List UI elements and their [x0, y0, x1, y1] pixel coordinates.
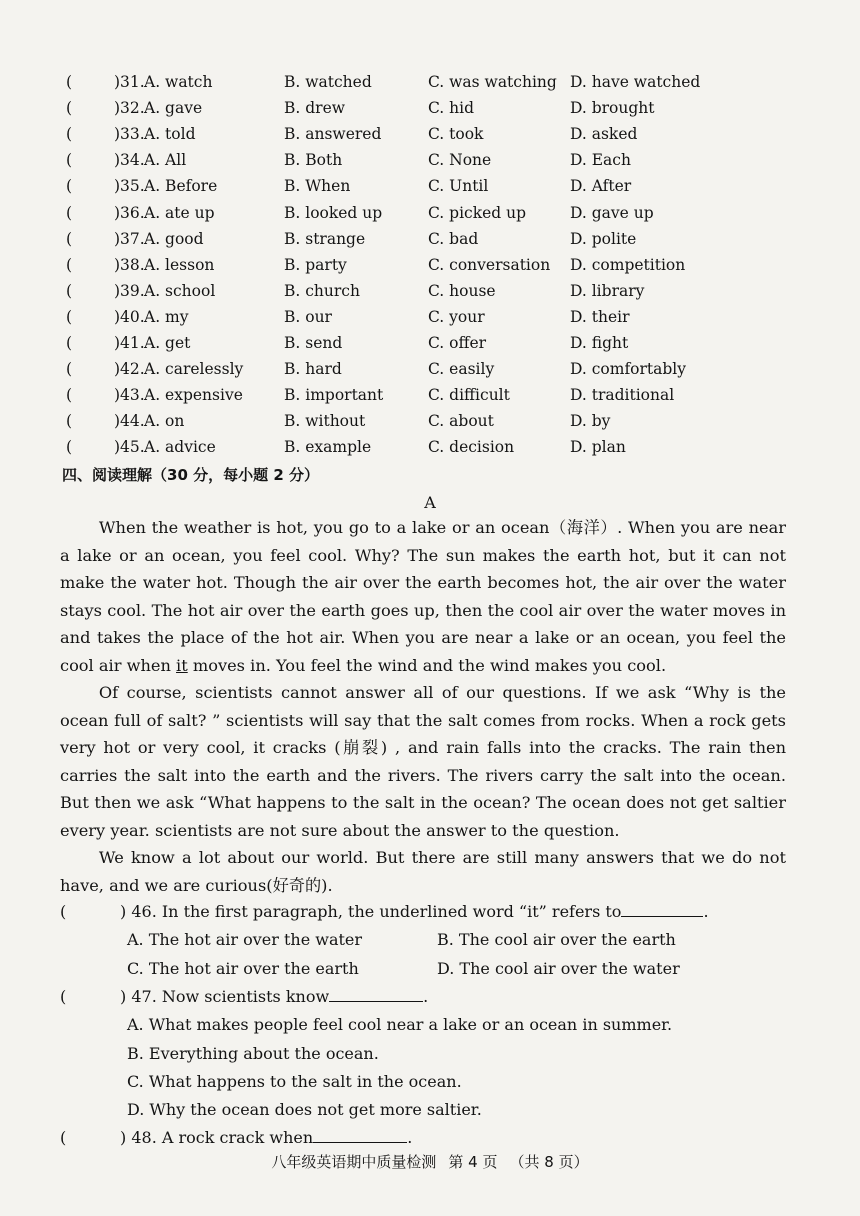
option-b: B. looked up: [284, 203, 383, 222]
option-b: B. party: [284, 255, 347, 274]
option-b: B. important: [284, 386, 384, 405]
question-stem-end: .: [423, 987, 429, 1006]
option-d: D. gave up: [570, 203, 654, 222]
answer-bracket[interactable]: (: [66, 281, 73, 300]
option-d: D. by: [570, 412, 611, 431]
option-a: A. ate up: [144, 203, 215, 222]
question-number: )37.: [114, 229, 145, 248]
question-number: )39.: [114, 281, 145, 300]
option-c: C. Until: [428, 177, 489, 196]
option-b: B. drew: [284, 99, 346, 118]
option-b: B. strange: [284, 229, 366, 248]
answer-bracket[interactable]: (: [60, 1128, 67, 1147]
question-number: )42.: [114, 360, 145, 379]
answer-bracket[interactable]: (: [66, 438, 73, 457]
question-stem: [120, 1126, 412, 1150]
passage-p1-text-a: When the weather is hot, you go to a lake or an ocean（海洋）. When you are near a lake or an ocean, you feel cool. Why? The sun makes the earth hot, but it can not make the water hot. Though the air over the earth becomes hot, the air over the water stays cool. The hot air over the earth goes up, then the cool air over the water moves in and takes the place of the hot air. When you are near a lake or an ocean, you feel the cool air when: [60, 518, 786, 675]
option-b: B. example: [284, 438, 372, 457]
reading-passage: [60, 514, 786, 899]
option-c: C. was watching: [428, 73, 557, 91]
answer-bracket[interactable]: (: [66, 177, 73, 196]
answer-blank[interactable]: [621, 901, 703, 917]
question-stem-end: .: [703, 902, 709, 921]
cloze-option-row: [0, 97, 860, 119]
cloze-option-row: [0, 228, 860, 250]
question-stem-text: ) 47. Now scientists know: [120, 987, 330, 1006]
answer-bracket[interactable]: (: [66, 229, 73, 248]
cloze-option-row: [0, 71, 860, 93]
cloze-option-row: [0, 332, 860, 354]
answer-blank[interactable]: [329, 986, 423, 1002]
question-number: )40.: [114, 307, 145, 326]
option-c: C. difficult: [428, 386, 510, 405]
choice-46-b: B. The cool air over the earth: [437, 930, 676, 949]
question-stem-text: ) 48. A rock crack when: [120, 1128, 314, 1147]
option-d: D. comfortably: [570, 360, 687, 379]
option-a: A. get: [144, 334, 191, 352]
passage-paragraph-3: We know a lot about our world. But there are still many answers that we do not have, and we are curious(好奇的).: [60, 848, 786, 895]
option-d: D. asked: [570, 125, 638, 144]
cloze-option-row: [0, 436, 860, 458]
option-b: B. hard: [284, 360, 342, 379]
option-a: A. gave: [144, 99, 203, 118]
option-b: B. our: [284, 307, 332, 326]
question-number: )32.: [114, 99, 145, 118]
option-d: D. fight: [570, 334, 629, 352]
answer-bracket[interactable]: (: [66, 334, 73, 352]
cloze-option-row: [0, 410, 860, 432]
question-stem: [120, 985, 428, 1009]
cloze-option-row: [0, 175, 860, 197]
page-footer: [0, 1150, 860, 1174]
option-c: C. None: [428, 151, 492, 170]
answer-bracket[interactable]: (: [66, 125, 73, 144]
answer-bracket[interactable]: (: [66, 73, 73, 91]
cloze-option-row: [0, 384, 860, 406]
passage-p1-text-b: moves in. You feel the wind and the wind makes you cool.: [187, 655, 667, 675]
question-number: )38.: [114, 255, 145, 274]
option-a: A. watch: [144, 73, 213, 91]
option-c: C. house: [428, 281, 496, 300]
option-c: C. your: [428, 307, 485, 326]
option-b: B. send: [284, 334, 343, 352]
footer-total-pages: （共 8 页）: [509, 1153, 589, 1171]
option-d: D. their: [570, 307, 630, 326]
option-c: C. bad: [428, 229, 479, 248]
option-d: D. library: [570, 281, 645, 300]
question-number: )31.: [114, 73, 145, 91]
question-number: )36.: [114, 203, 145, 222]
option-a: A. lesson: [144, 255, 215, 274]
option-a: A. carelessly: [144, 360, 244, 379]
question-number: )35.: [114, 177, 145, 196]
answer-bracket[interactable]: (: [66, 307, 73, 326]
cloze-option-row: [0, 280, 860, 302]
cloze-option-row: [0, 123, 860, 145]
answer-bracket[interactable]: (: [66, 386, 73, 405]
answer-bracket[interactable]: (: [60, 987, 67, 1006]
option-b: B. watched: [284, 73, 372, 91]
option-c: C. conversation: [428, 255, 551, 274]
section-title: 四、阅读理解（30 分，每小题 2 分）: [62, 466, 319, 484]
option-a: A. school: [144, 281, 216, 300]
option-d: D. plan: [570, 438, 626, 457]
option-a: A. advice: [144, 438, 216, 457]
option-d: D. Each: [570, 151, 631, 170]
footer-exam-title: 八年级英语期中质量检测: [271, 1153, 437, 1171]
option-b: B. without: [284, 412, 366, 431]
choice-47-d: D. Why the ocean does not get more saltier.: [127, 1100, 482, 1119]
option-d: D. polite: [570, 229, 637, 248]
answer-bracket[interactable]: (: [66, 255, 73, 274]
choice-46-a: A. The hot air over the water: [127, 930, 363, 949]
option-c: C. hid: [428, 99, 475, 118]
passage-paragraph-1: [60, 514, 786, 679]
choice-46-d: D. The cool air over the water: [437, 959, 680, 978]
option-a: A. told: [144, 125, 196, 144]
option-d: D. brought: [570, 99, 655, 118]
option-c: C. decision: [428, 438, 515, 457]
answer-bracket[interactable]: (: [66, 99, 73, 118]
question-number: )44.: [114, 412, 145, 431]
cloze-option-row: [0, 149, 860, 171]
option-c: C. took: [428, 125, 484, 144]
choice-46-c: C. The hot air over the earth: [127, 959, 359, 978]
option-b: B. answered: [284, 125, 382, 144]
cloze-option-row: [0, 202, 860, 224]
option-a: A. All: [144, 151, 187, 170]
question-stem-end: .: [407, 1128, 413, 1147]
cloze-option-row: [0, 254, 860, 276]
option-d: D. traditional: [570, 386, 675, 405]
option-c: C. easily: [428, 360, 495, 379]
option-b: B. church: [284, 281, 360, 300]
option-a: A. my: [144, 307, 189, 326]
question-stem-text: ) 46. In the first paragraph, the underlined word “it” refers to: [120, 902, 622, 921]
option-b: B. When: [284, 177, 351, 196]
option-a: A. Before: [144, 177, 218, 196]
footer-page-number: 第 4 页: [448, 1153, 498, 1171]
question-number: )43.: [114, 386, 145, 405]
option-c: C. picked up: [428, 203, 527, 222]
underlined-word-it: it: [176, 655, 188, 675]
answer-bracket[interactable]: (: [66, 151, 73, 170]
option-a: A. expensive: [144, 386, 243, 405]
option-a: A. good: [144, 229, 204, 248]
choice-47-c: C. What happens to the salt in the ocean.: [127, 1072, 462, 1091]
question-number: )33.: [114, 125, 145, 144]
option-d: D. After: [570, 177, 632, 196]
answer-bracket[interactable]: (: [60, 902, 67, 921]
cloze-option-row: [0, 306, 860, 328]
choice-47-a: A. What makes people feel cool near a lake or an ocean in summer.: [127, 1015, 673, 1034]
question-number: )34.: [114, 151, 145, 170]
option-c: C. offer: [428, 334, 487, 352]
choice-47-b: B. Everything about the ocean.: [127, 1044, 379, 1063]
option-d: D. competition: [570, 255, 686, 274]
passage-paragraph-2: Of course, scientists cannot answer all of our questions. If we ask “Why is the ocean full of salt? ” scientists will say that the salt comes from rocks. When a rock gets very hot or very cool, it cracks (崩裂) , and rain falls into the cracks. The rain then carries the salt into the earth and the rivers. The rivers carry the salt into the ocean. But then we ask “What happens to the salt in the ocean? The ocean does not get saltier every year. scientists are not sure about the answer to the question.: [60, 683, 786, 840]
option-c: C. about: [428, 412, 494, 431]
answer-bracket[interactable]: (: [66, 360, 73, 379]
passage-label: A: [424, 493, 436, 512]
option-a: A. on: [144, 412, 185, 431]
cloze-option-row: [0, 358, 860, 380]
answer-bracket[interactable]: (: [66, 203, 73, 222]
option-b: B. Both: [284, 151, 343, 170]
question-number: )45.: [114, 438, 145, 457]
option-d: D. have watched: [570, 73, 701, 91]
question-number: )41.: [114, 334, 145, 352]
question-stem: [120, 900, 709, 924]
answer-blank[interactable]: [313, 1127, 407, 1143]
answer-bracket[interactable]: (: [66, 412, 73, 431]
